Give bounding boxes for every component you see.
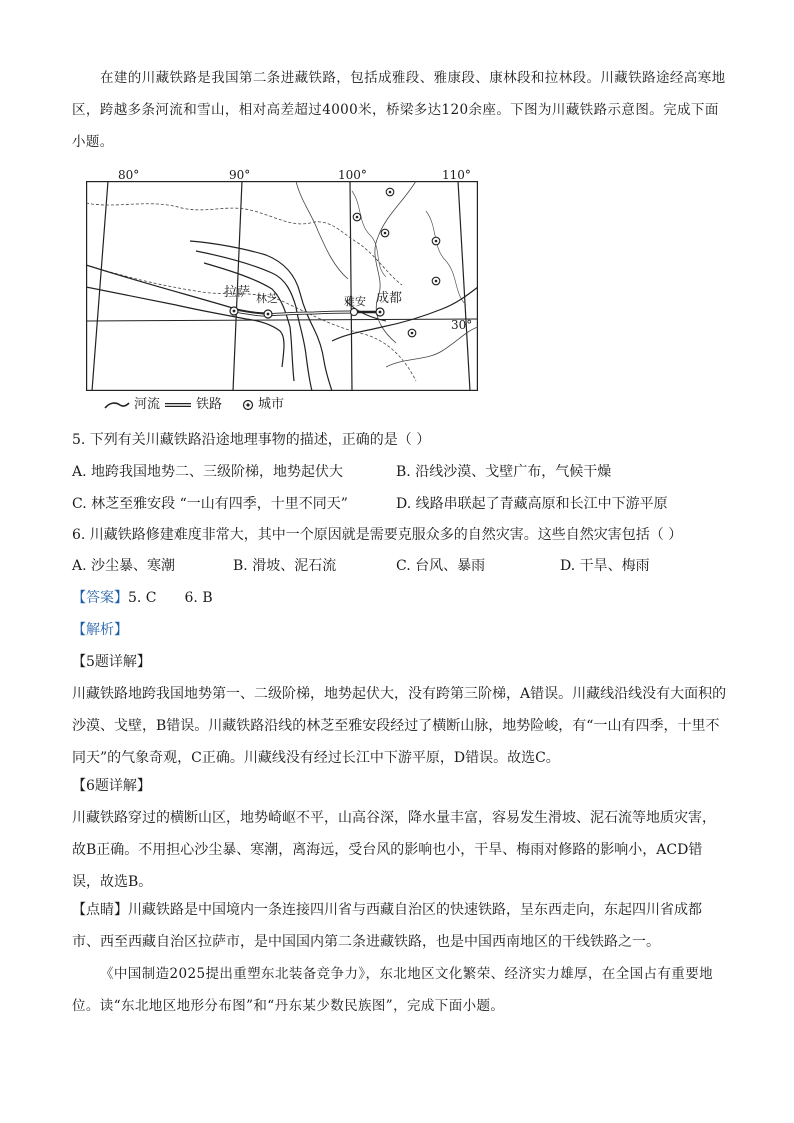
city-label-chengdu: 成都 [376,291,403,306]
detail6-text: 川藏铁路穿过的横断山区，地势崎岖不平，山高谷深，降水量丰富，容易发生滑坡、泥石流等地质灾害，故B正确。不用担心沙尘暴、寒潮，离海远，受台风的影响也小，干旱、梅雨对修路的影响小，ACD错误，故选B。 [72,810,716,890]
city-marker-yaan [351,309,358,316]
detail6-tag: 【6题详解】 [72,778,151,794]
detail5-text: 川藏铁路地跨我国地势第一、二级阶梯，地势起伏大，没有跨第三阶梯，A错误。川藏线沿线没有大面积的沙漠、戈壁，B错误。川藏铁路沿线的林芝至雅安段经过了横断山脉，地势险峻，有“一山有四季，十里不同天”的气象奇观，C正确。川藏线没有经过长江中下游平原，D错误。故选C。 [72,686,727,766]
lon-80: 80° [118,168,140,182]
tip-text: 川藏铁路是中国境内一条连接四川省与西藏自治区的快速铁路，呈东西走向，东起四川省成都市、西至西藏自治区拉萨市，是中国国内第二条进藏铁路，也是中国西南地区的干线铁路之一。 [72,902,702,950]
answer-text: 5. C 6. B [128,590,213,606]
q6-option-d: D. 干旱、梅雨 [560,558,650,574]
city-label-yaan: 雅安 [344,295,366,308]
sichuan-tibet-railway-map [86,181,478,391]
q6-option-b: B. 滑坡、泥石流 [233,558,337,574]
legend-city-label: 城市 [258,397,285,412]
q6-stem: 6. 川藏铁路修建难度非常大，其中一个原因就是需要克服众多的自然灾害。这些自然灾害包括（ ） [72,527,683,543]
tip-paragraph [72,894,728,958]
q5-option-c: C. 林芝至雅安段 “一山有四季，十里不同天” [72,496,348,512]
answer-line [72,588,213,608]
tip-tag: 【点睛】 [72,902,128,918]
river-symbol-icon [104,400,130,410]
city-symbol-icon [242,399,254,411]
q6-option-c: C. 台风、暴雨 [396,558,486,574]
q5-option-b: B. 沿线沙漠、戈壁广布，气候干燥 [396,464,612,480]
legend-railway-label: 铁路 [196,397,223,412]
q6-option-a: A. 沙尘暴、寒潮 [72,558,176,574]
q5-stem: 5. 下列有关川藏铁路沿途地理事物的描述，正确的是（ ） [72,432,431,448]
lat-30-label: 30° [451,318,473,332]
city-label-nyingchi: 林芝 [256,292,278,305]
railway-symbol-icon [164,400,192,410]
map-legend [104,396,284,414]
lon-90: 90° [229,168,251,182]
legend-river-label: 河流 [134,397,161,412]
intro-paragraph: 在建的川藏铁路是我国第二条进藏铁路，包括成雅段、雅康段、康林段和拉林段。川藏铁路途经高寒地区，跨越多条河流和雪山，相对高差超过4000米，桥梁多达120余座。下图为川藏铁路示意图。完成下面小题。 [72,70,726,150]
city-marker-chengdu [376,308,384,316]
lon-110: 110° [442,168,471,182]
answer-tag: 【答案】 [72,590,128,606]
city-label-lhasa: 拉萨 [224,285,251,300]
next-intro-paragraph: 《中国制造2025提出重塑东北装备竞争力》，东北地区文化繁荣、经济实力雄厚，在全国占有重要地位。读“东北地区地形分布图”和“丹东某少数民族图”，完成下面小题。 [72,966,714,1014]
analysis-tag: 【解析】 [72,622,128,638]
city-marker-lhasa [230,307,238,315]
q5-option-d: D. 线路串联起了青藏高原和长江中下游平原 [396,496,668,512]
lon-100: 100° [338,168,367,182]
city-marker-nyingchi [264,310,272,318]
detail5-tag: 【5题详解】 [72,654,151,670]
q5-option-a: A. 地跨我国地势二、三级阶梯，地势起伏大 [72,464,344,480]
longitude-labels [86,168,478,184]
